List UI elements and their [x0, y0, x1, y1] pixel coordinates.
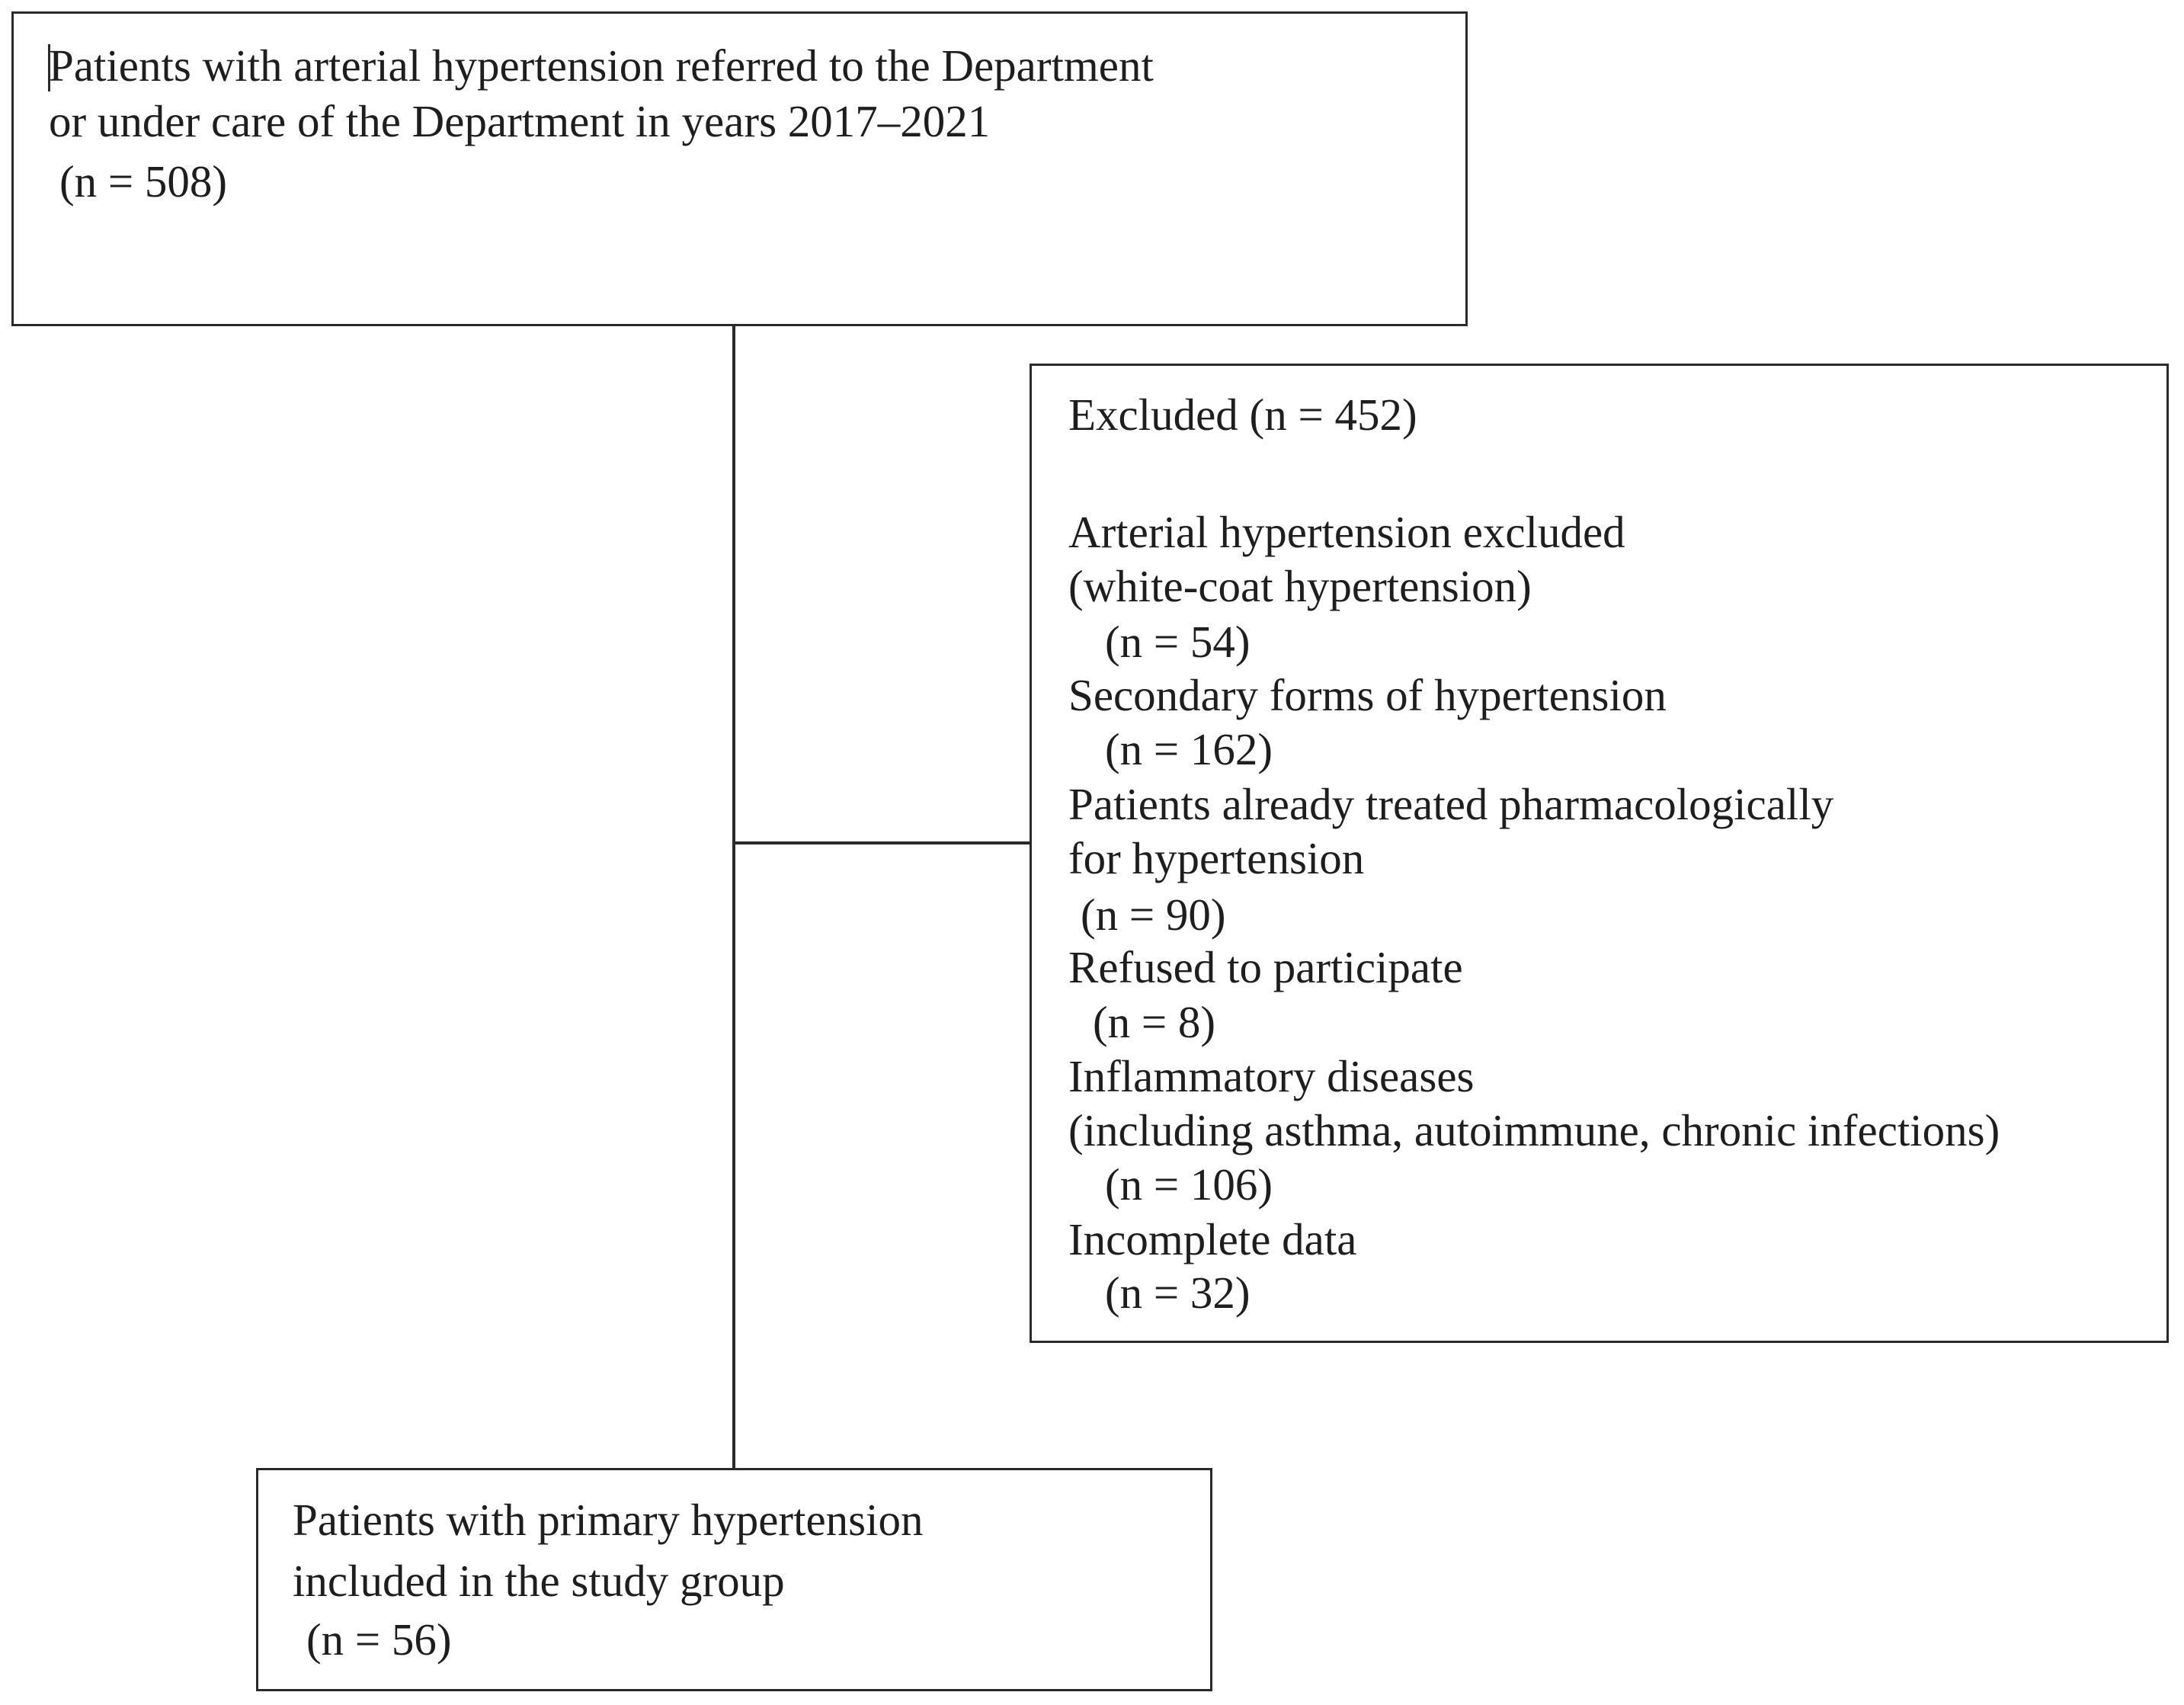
- excluded-reason-2-label: Secondary forms of hypertension: [1068, 670, 1667, 720]
- excluded-reason-3-detail: for hypertension: [1068, 833, 1365, 883]
- study-group-label-line-2: included in the study group: [293, 1556, 785, 1606]
- initial-population-label-line-1: Patients with arterial hypertension referred to the Department: [49, 40, 1154, 91]
- excluded-reason-5-label: Inflammatory diseases: [1068, 1051, 1475, 1101]
- excluded-reason-3-count: (n = 90): [1081, 889, 1226, 940]
- excluded-reason-4-count: (n = 8): [1093, 997, 1216, 1047]
- excluded-reason-1-label: Arterial hypertension excluded: [1068, 507, 1625, 557]
- excluded-reason-6-count: (n = 32): [1105, 1268, 1251, 1318]
- excluded-reason-3-label: Patients already treated pharmacologically: [1068, 779, 1834, 829]
- connector-vertical-line: [732, 326, 735, 1469]
- initial-population-label-line-2: or under care of the Department in years 2017–2021: [49, 96, 991, 146]
- excluded-reason-1-count: (n = 54): [1105, 617, 1251, 667]
- excluded-reason-5-detail: (including asthma, autoimmune, chronic infections): [1068, 1105, 2000, 1155]
- study-group-count: (n = 56): [306, 1614, 452, 1665]
- excluded-reason-1-detail: (white-coat hypertension): [1068, 561, 1532, 611]
- excluded-reason-6-label: Incomplete data: [1068, 1214, 1357, 1264]
- excluded-title: Excluded (n = 452): [1068, 389, 1417, 440]
- connector-branch-line-to-excluded: [735, 841, 1030, 844]
- initial-population-count: (n = 508): [59, 156, 228, 207]
- excluded-reason-2-count: (n = 162): [1105, 724, 1273, 774]
- excluded-reason-4-label: Refused to participate: [1068, 942, 1463, 992]
- excluded-reason-5-count: (n = 106): [1105, 1159, 1273, 1210]
- study-group-label-line-1: Patients with primary hypertension: [293, 1495, 924, 1545]
